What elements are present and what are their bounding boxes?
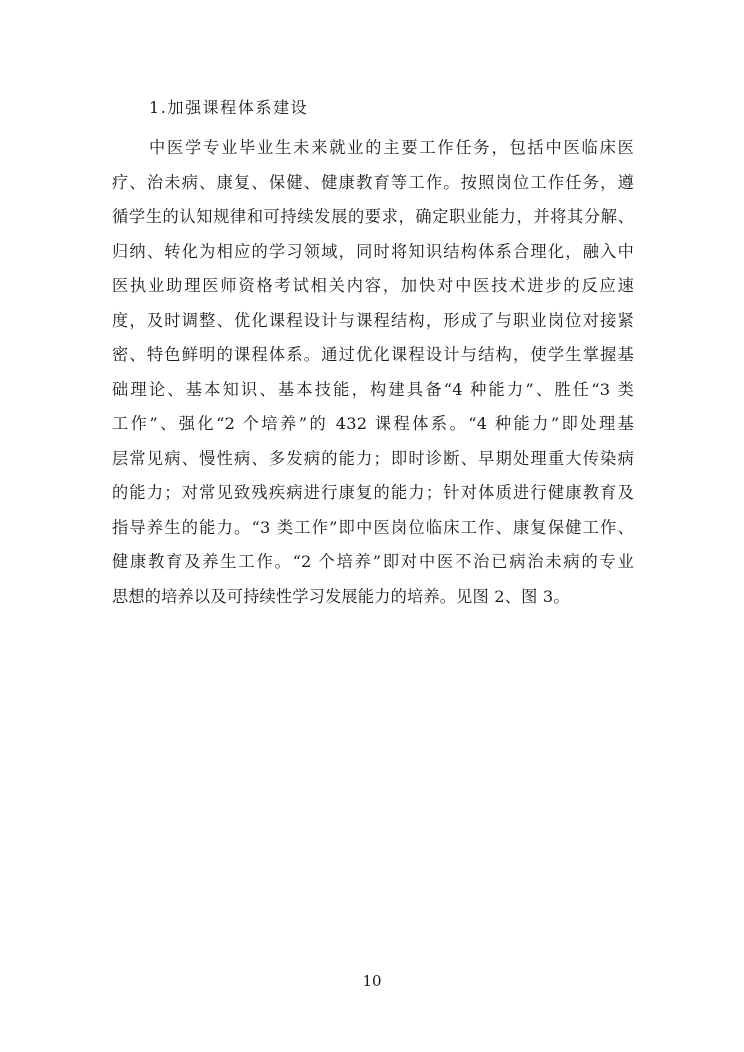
body-paragraph: [112, 131, 634, 614]
paragraph-line-4: 归纳、转化为相应的学习领域，同时将知识结构体系合理化，融入中: [112, 241, 634, 261]
paragraph-line-6: 度，及时调整、优化课程设计与课程结构，形成了与职业岗位对接紧: [112, 310, 634, 330]
paragraph-line-9: 工作”、强化“2 个培养”的 432 课程体系。“4 种能力”即处理基: [112, 414, 634, 433]
paragraph-line-8: 础理论、基本知识、基本技能，构建具备“4 种能力”、胜任“3 类: [112, 379, 634, 399]
paragraph-line-1: 中医学专业毕业生未来就业的主要工作任务，包括中医临床医: [149, 138, 634, 157]
paragraph-line-2: 疗、治未病、康复、保健、健康教育等工作。按照岗位工作任务，遵: [112, 172, 634, 192]
paragraph-line-7: 密、特色鲜明的课程体系。通过优化课程设计与结构，使学生掌握基: [112, 345, 634, 364]
paragraph-line-5: 医执业助理医师资格考试相关内容，加快对中医技术进步的反应速: [112, 276, 634, 295]
paragraph-line-14: 思想的培养以及可持续性学习发展能力的培养。见图 2、图 3。: [112, 586, 570, 606]
section-heading: 1.加强课程体系建设: [149, 98, 309, 117]
paragraph-line-11: 的能力；对常见致残疾病进行康复的能力；针对体质进行健康教育及: [112, 483, 634, 502]
paragraph-line-10: 层常见病、慢性病、多发病的能力；即时诊断、早期处理重大传染病: [112, 448, 634, 468]
paragraph-line-12: 指导养生的能力。“3 类工作”即中医岗位临床工作、康复保健工作、: [112, 517, 634, 537]
paragraph-line-13: 健康教育及养生工作。“2 个培养”即对中医不治已病治未病的专业: [112, 552, 634, 571]
page-number: 10: [362, 972, 382, 990]
paragraph-line-3: 循学生的认知规律和可持续发展的要求，确定职业能力，并将其分解、: [112, 207, 634, 226]
